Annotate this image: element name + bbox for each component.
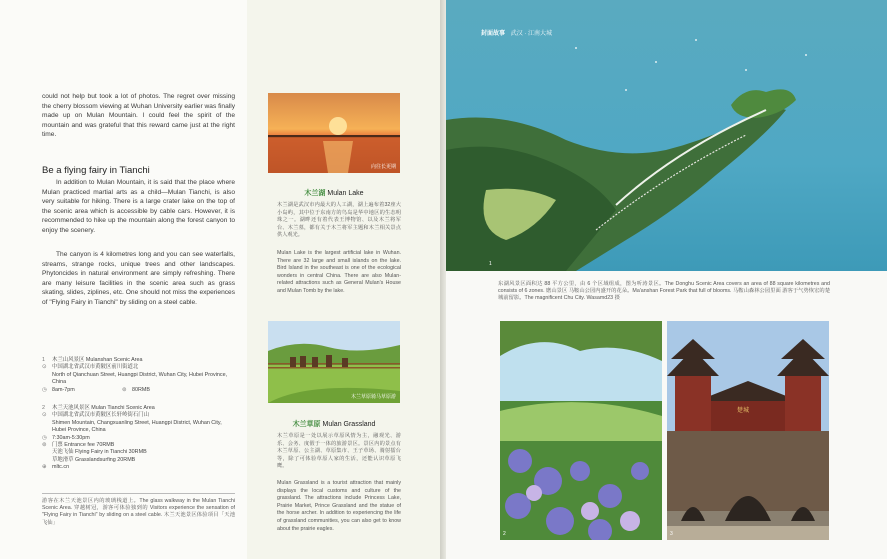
photo-number: 3 — [670, 531, 673, 537]
info-block-tianchi — [42, 405, 235, 472]
section-heading: Be a flying fairy in Tianchi — [42, 165, 150, 176]
info-hours: 7:30am-5:30pm — [52, 434, 90, 441]
photo-number: 1 — [489, 261, 492, 267]
header-title: 封面故事 — [481, 31, 506, 37]
location-icon: ⊙ — [42, 412, 47, 419]
photo-donghu-aerial — [446, 0, 887, 271]
header-subtitle: 武汉 · 江南大城 — [510, 31, 553, 37]
info-addr-cn: 中国湖北省武汉市黄陂区长轩岭街石门山 — [52, 412, 150, 419]
ticket-icon: ⊚ — [42, 442, 47, 449]
intro-paragraph: could not help but took a lot of photos. The regret over missing the cherry blossom viewing at Wuhan University earlier was finally made up on Mulan Mountain. I could feel the spirit of the mountain and was grateful that this reward came just at the right time. — [42, 93, 235, 139]
grassland-text-en: Mulan Grassland is a tourist attraction that mainly displays the local customs and culture of the grassland. The attractions include Princess Lake, Prairie Market, Prince Grassland and the statue of the horse archer. In addition to experiencing the life of grassland communities, you can also get to know about the prairie eagles. — [277, 480, 401, 532]
number-badge: 2 — [42, 405, 45, 411]
left-page — [0, 0, 247, 559]
web-icon: ⊕ — [42, 464, 47, 471]
info-price-grass: 草地滑草 Grasslandsurfing 20RMB — [52, 456, 136, 463]
info-block-mulanshan — [42, 357, 235, 394]
photo-chu-city-gate — [667, 321, 829, 540]
page-header — [481, 28, 552, 37]
grassland-image — [268, 321, 400, 403]
title-cn: 木兰湖 — [304, 190, 326, 197]
right-caption: 东湖风景区面积达 88 平方公里，由 6 个区域组成，图为听涛景区。The Donghu Scenic Area covers an area of 88 square kilometres and consists of 6 zones. 磨山景区 马鞍山公园内盛开的花朵。Ma'anshan Forest Park that full of blooms. 马鞍山森林公园里面 游客于气势恢宏的楚城前留影。The magnificent Chu City. Wasamd23 摄 — [498, 281, 830, 302]
photo-tag: 向往长更期 — [370, 164, 396, 170]
info-addr-en: Shimen Mountain, Changxuanling Street, Huangpi District, Wuhan City, Hubei Province, China — [52, 419, 222, 434]
clock-icon: ◷ — [42, 434, 47, 441]
sunset-image — [268, 93, 400, 173]
photo-mulan-lake-sunset — [268, 93, 400, 173]
photo-flowers — [500, 321, 662, 540]
info-price: 80RMB — [132, 386, 150, 393]
title-mulan-grassland — [268, 419, 400, 429]
info-addr-cn: 中国湖北省武汉市黄陂区前川街道北 — [52, 364, 139, 371]
aerial-lake-image — [446, 0, 887, 271]
left-caption: 游客在木兰天池景区内的玻璃栈道上。The glass walkway in the Mulan Tianchi Scenic Area. 穿越树冠，游客可体验独到的 Visitors experience the sensation of "Flying Fairy in Tianchi" by sliding on a steel cable. 木兰天池景区体验项目「天池飞仙」 — [42, 498, 235, 526]
middle-page — [247, 0, 440, 559]
grassland-text-cn: 木兰草原是一处以展示草原风情为主，融观光、游乐、会务、度假于一体的旅游景区。景区内的景点有木兰草原、公主湖、草原集市、王子草场、骑射擂台等，除了可体验草原人家的生活，还能认识草原飞鹰。 — [277, 433, 401, 470]
clock-icon: ◷ — [42, 386, 47, 393]
ticket-icon: ⊚ — [122, 386, 127, 393]
lake-text-cn: 木兰湖是武汉市内最大的人工湖，湖上遍布着32座大小岛屿，其中位于东南方的鸟岛是华中地区的生态明珠之一。湖畔还有着代表王博物馆、以及木兰将军台、木兰墓，都有关于木兰将军主题和木兰相关景点供人观光。 — [277, 202, 401, 239]
info-addr-en: North of Qianchuan Street, Huangpi District, Wuhan City, Hubei Province, China — [52, 371, 228, 386]
photo-mulan-grassland — [268, 321, 400, 403]
number-badge: 1 — [42, 357, 45, 363]
right-page — [446, 0, 887, 559]
photo-number: 2 — [503, 531, 506, 537]
title-mulan-lake — [268, 188, 400, 198]
title-en: Mulan Grassland — [322, 421, 376, 428]
gate-sign: 楚城 — [737, 408, 750, 414]
chu-city-image — [667, 321, 829, 540]
lake-text-en: Mulan Lake is the largest artificial lake in Wuhan. There are 32 large and small islands on the lake. Bird Island in the southeast is one of the ecological wonders in central China. There are also Mulan-related attractions such as General Mulan's House and Mulan Tomb by the lake. — [277, 250, 401, 294]
info-price-entrance: 门票 Entrance fee 70RMB — [52, 442, 115, 449]
title-en: Mulan Lake — [327, 190, 364, 197]
title-cn: 木兰草原 — [292, 421, 321, 428]
info-hours: 8am-7pm — [52, 386, 75, 393]
photo-tag: 木兰草原骑马草原游 — [350, 394, 396, 400]
paragraph-1: In addition to Mulan Mountain, it is said that the place where Mulan practiced martial arts as a child—Mulan Tianchi, is also very suitable for hiking. There is a large crater lake on the top of the scenic area which is accessible by cable cars. However, it is recommended to hike up the mountain along the forest canyon to enjoy the scenery. — [42, 179, 235, 234]
info-name: 木兰天池风景区 Mulan Tianchi Scenic Area — [52, 405, 155, 411]
paragraph-2: The canyon is 4 kilometres long and you can see waterfalls, streams, strange rocks, unique trees and other landscapes. Phytoncides in natural environment are simply refreshing. There are many leisure facilities in the scenic area such as grass skating, slides, ziplines, etc. One should not miss the experiences of "Flying Fairy in Tianchi" by sliding on a steel cable. — [42, 251, 235, 306]
info-name: 木兰山风景区 Mulanshan Scenic Area — [52, 357, 143, 363]
location-icon: ⊙ — [42, 364, 47, 371]
info-website[interactable]: mltc.cn — [52, 464, 70, 471]
flowers-image — [500, 321, 662, 540]
info-price-fairy: 天池飞仙 Flying Fairy in Tianchi 30RMB — [52, 449, 147, 456]
